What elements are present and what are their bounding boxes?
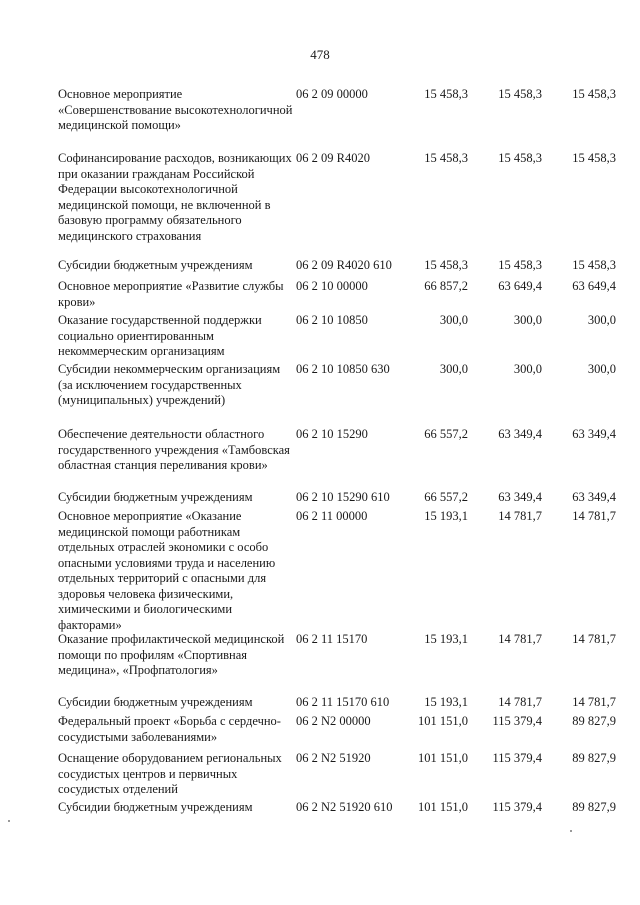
row-value-3: 15 458,3: [572, 151, 616, 165]
row-value-2: 300,0: [513, 362, 542, 376]
row-value-1: 15 193,1: [424, 695, 468, 709]
row-value-1: 15 458,3: [424, 258, 468, 272]
row-value-3: 63 349,4: [572, 490, 616, 504]
row-code: 06 2 09 00000: [296, 87, 368, 101]
row-value-2: 14 781,7: [498, 509, 542, 523]
row-description: Оснащение оборудованием региональных сосудистых центров и первичных сосудистых отделений: [58, 751, 282, 796]
row-description: Субсидии бюджетным учреждениям: [58, 695, 253, 709]
row-value-1: 66 857,2: [424, 279, 468, 293]
row-code: 06 2 11 15170 610: [296, 695, 390, 709]
row-value-2: 15 458,3: [498, 151, 542, 165]
row-value-3: 15 458,3: [572, 87, 616, 101]
row-value-2: 14 781,7: [498, 695, 542, 709]
row-value-3: 300,0: [587, 362, 616, 376]
row-value-2: 63 349,4: [498, 490, 542, 504]
row-description: Оказание государственной поддержки социально ориентированным некоммерческим организациям: [58, 313, 262, 358]
row-code: 06 2 09 R4020 610: [296, 258, 392, 272]
row-code: 06 2 10 15290 610: [296, 490, 390, 504]
row-value-1: 101 151,0: [418, 751, 468, 765]
row-description: Субсидии бюджетным учреждениям: [58, 490, 253, 504]
scan-speck: [8, 820, 10, 822]
row-value-3: 89 827,9: [572, 800, 616, 814]
row-description: Субсидии некоммерческим организациям (за исключением государственных (муниципальных) учреждений): [58, 362, 281, 407]
row-value-3: 14 781,7: [572, 632, 616, 646]
row-value-3: 15 458,3: [572, 258, 616, 272]
row-value-3: 14 781,7: [572, 695, 616, 709]
row-value-3: 89 827,9: [572, 714, 616, 728]
row-code: 06 2 10 10850: [296, 313, 368, 327]
row-value-1: 15 193,1: [424, 632, 468, 646]
row-value-2: 63 649,4: [498, 279, 542, 293]
row-value-1: 66 557,2: [424, 490, 468, 504]
row-value-3: 89 827,9: [572, 751, 616, 765]
row-code: 06 2 N2 51920: [296, 751, 371, 765]
row-description: Основное мероприятие «Оказание медицинской помощи работникам отдельных отраслей экономики с особо опасными условиями труда и населению отдельных территорий с опасными для здоровья человека физическими, химическими и биологическими факторами»: [58, 509, 276, 632]
row-description: Основное мероприятие «Развитие службы крови»: [58, 279, 284, 309]
row-code: 06 2 N2 00000: [296, 714, 371, 728]
row-code: 06 2 11 00000: [296, 509, 368, 523]
row-value-2: 15 458,3: [498, 258, 542, 272]
row-description: Обеспечение деятельности областного государственного учреждения «Тамбовская областная станция переливания крови»: [58, 427, 290, 472]
row-value-2: 14 781,7: [498, 632, 542, 646]
row-description: Софинансирование расходов, возникающих при оказании гражданам Российской Федерации высокотехнологичной медицинской помощи, не включенной в базовую программу обязательного медицинского страхования: [58, 151, 292, 243]
row-value-1: 101 151,0: [418, 800, 468, 814]
row-value-1: 66 557,2: [424, 427, 468, 441]
row-value-1: 15 193,1: [424, 509, 468, 523]
row-value-2: 115 379,4: [492, 751, 542, 765]
scan-speck: [570, 830, 572, 832]
page-number: 478: [310, 47, 330, 62]
row-description: Федеральный проект «Борьба с сердечно-сосудистыми заболеваниями»: [58, 714, 281, 744]
row-code: 06 2 N2 51920 610: [296, 800, 393, 814]
row-value-1: 300,0: [439, 362, 468, 376]
row-value-2: 115 379,4: [492, 800, 542, 814]
row-code: 06 2 10 00000: [296, 279, 368, 293]
row-value-3: 63 349,4: [572, 427, 616, 441]
row-description: Субсидии бюджетным учреждениям: [58, 800, 253, 814]
row-value-3: 14 781,7: [572, 509, 616, 523]
row-value-2: 300,0: [513, 313, 542, 327]
row-value-2: 15 458,3: [498, 87, 542, 101]
row-value-1: 101 151,0: [418, 714, 468, 728]
row-value-2: 63 349,4: [498, 427, 542, 441]
row-description: Основное мероприятие «Совершенствование высокотехнологичной медицинской помощи»: [58, 87, 293, 132]
row-description: Оказание профилактической медицинской помощи по профилям «Спортивная медицина», «Профпатология»: [58, 632, 285, 677]
row-value-3: 63 649,4: [572, 279, 616, 293]
row-value-1: 15 458,3: [424, 151, 468, 165]
row-value-3: 300,0: [587, 313, 616, 327]
row-code: 06 2 10 10850 630: [296, 362, 390, 376]
row-value-1: 300,0: [439, 313, 468, 327]
row-code: 06 2 11 15170: [296, 632, 368, 646]
row-code: 06 2 10 15290: [296, 427, 368, 441]
row-code: 06 2 09 R4020: [296, 151, 370, 165]
row-value-2: 115 379,4: [492, 714, 542, 728]
row-value-1: 15 458,3: [424, 87, 468, 101]
row-description: Субсидии бюджетным учреждениям: [58, 258, 253, 272]
